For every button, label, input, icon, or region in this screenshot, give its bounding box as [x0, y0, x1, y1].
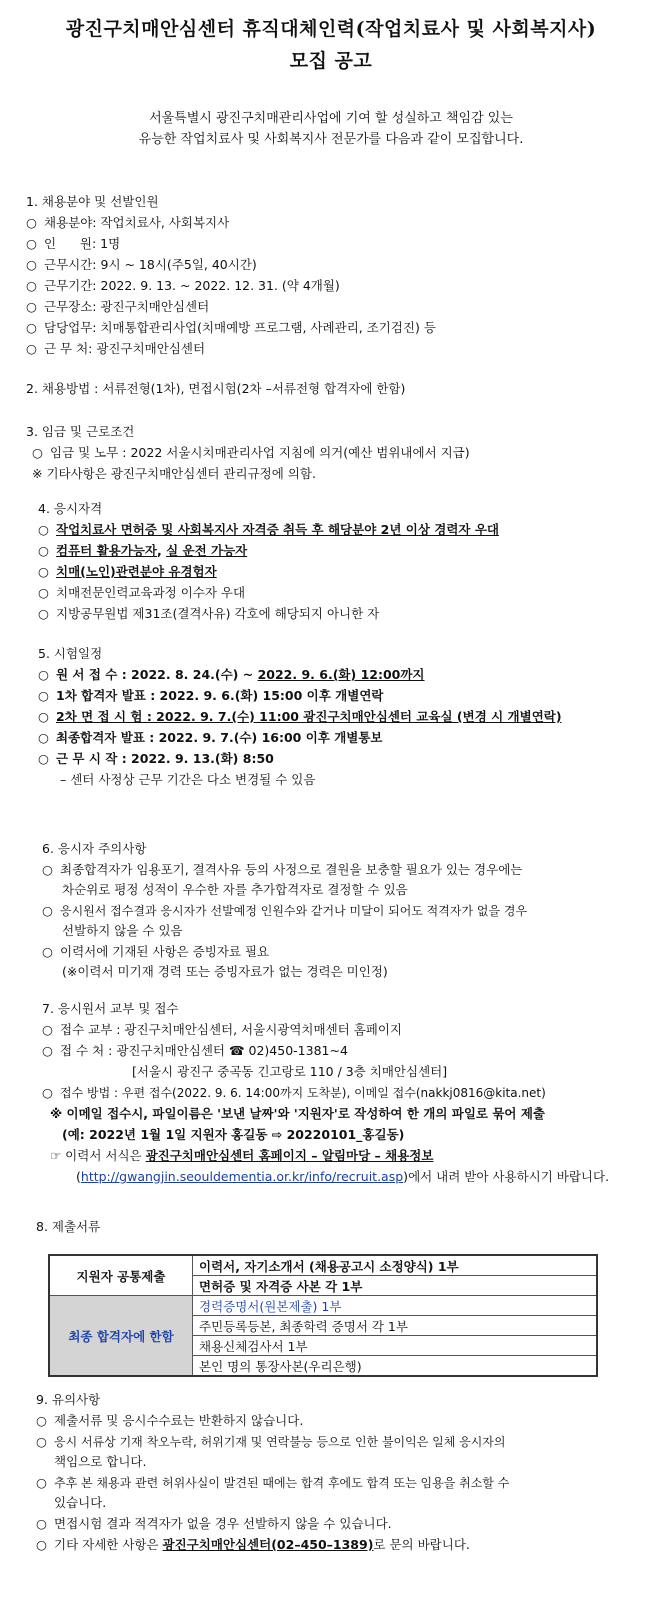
bullet: ○	[36, 1413, 47, 1428]
s9-item3: ○ 추후 본 채용과 관련 허위사실이 발견된 때에는 합격 후에도 합격 또는 임용을 취소할 수	[36, 1475, 510, 1490]
final-doc-item: 채용신체검사서 1부	[193, 1336, 598, 1356]
bullet: ○	[36, 1516, 47, 1531]
bullet: ○	[38, 606, 49, 621]
bullet: ○	[26, 257, 37, 272]
s7-form-info: ☞ 이력서 서식은 광진구치매안심센터 홈페이지 – 알림마당 – 채용정보	[50, 1148, 434, 1163]
s9-item2-cont: 책임으로 합니다.	[54, 1454, 147, 1469]
s5-interview: ○ 2차 면 접 시 험 : 2022. 9. 7.(수) 11:00 광진구치매안심센터 교육실 (변경 시 개별연락)	[38, 709, 562, 724]
s5-start-date: ○ 근 무 시 작 : 2022. 9. 13.(화) 8:50	[38, 751, 274, 766]
s1-item-office: ○ 근 무 처: 광진구치매안심센터	[26, 341, 206, 356]
section5-heading: 5. 시험일정	[38, 646, 103, 661]
recruit-page-link[interactable]: http://gwangjin.seouldementia.or.kr/info/recruit.asp	[80, 1169, 404, 1184]
bullet: ○	[36, 1434, 47, 1449]
s7-email-example: (예: 2022년 1월 1일 지원자 홍길동 ⇨ 20220101_홍길동)	[62, 1127, 405, 1142]
section4-heading: 4. 응시자격	[38, 501, 103, 516]
s9-item4: ○ 면접시험 결과 적격자가 없을 경우 선발하지 않을 수 있습니다.	[36, 1516, 392, 1531]
s6-item1-cont: 차순위로 평정 성적이 우수한 자를 추가합격자로 결정할 수 있음	[62, 882, 408, 897]
bullet: ○	[38, 522, 49, 537]
notice-title-line2: 모집 공고	[289, 50, 373, 72]
s5-application-period: ○ 원 서 접 수 : 2022. 8. 24.(수) ~ 2022. 9. 6.(화) 12:00까지	[38, 667, 425, 682]
section1-heading: 1. 채용분야 및 선발인원	[26, 194, 159, 209]
s9-item5: ○ 기타 자세한 사항은 광진구치매안심센터(02–450–1389)로 문의 바랍니다.	[36, 1537, 470, 1552]
table-row	[49, 1296, 597, 1316]
s4-item-disqualify: ○ 지방공무원법 제31조(결격사유) 각호에 해당되지 아니한 자	[38, 606, 380, 621]
s5-first-result: ○ 1차 합격자 발표 : 2022. 9. 6.(화) 15:00 이후 개별연락	[38, 688, 384, 703]
final-doc-item: 본인 명의 통장사본(우리은행)	[193, 1356, 598, 1377]
s1-item-field: ○ 채용분야: 작업치료사, 사회복지사	[26, 215, 230, 230]
bullet: ○	[32, 445, 43, 460]
section8-heading: 8. 제출서류	[36, 1219, 101, 1234]
s4-item-experience: ○ 치매(노인)관련분야 유경험자	[38, 564, 217, 579]
final-doc-item: 주민등록등본, 최종학력 증명서 각 1부	[193, 1316, 598, 1336]
common-doc-item: 이력서, 자기소개서 (채용공고시 소정양식) 1부	[193, 1255, 598, 1276]
section2-method: 2. 채용방법 : 서류전형(1차), 면접시험(2차 –서류전형 합격자에 한함)	[26, 381, 406, 396]
bullet: ○	[38, 751, 49, 766]
bullet: ○	[42, 1043, 53, 1058]
section7-heading: 7. 응시원서 교부 및 접수	[42, 1001, 179, 1016]
bullet: ○	[26, 299, 37, 314]
section3-heading: 3. 임금 및 근로조건	[26, 424, 135, 439]
s6-item3: ○ 이력서에 기재된 사항은 증빙자료 필요	[42, 944, 270, 959]
bullet: ○	[38, 585, 49, 600]
bullet: ○	[26, 320, 37, 335]
s6-item1: ○ 최종합격자가 임용포기, 결격사유 등의 사정으로 결원을 보충할 필요가 있는 경우에는	[42, 862, 523, 877]
s6-item2: ○ 응시원서 접수결과 응시자가 선발예정 인원수와 같거나 미달이 되어도 적격자가 없을 경우	[42, 903, 528, 918]
s7-address: [서울시 광진구 중곡동 긴고랑로 110 / 3층 치매안심센터]	[132, 1064, 448, 1079]
s4-item-license: ○ 작업치료사 면허증 및 사회복지사 자격증 취득 후 해당분야 2년 이상 경력자 우대	[38, 522, 499, 537]
s1-item-duty: ○ 담당업무: 치매통합관리사업(치매예방 프로그램, 사례관리, 조기검진) 등	[26, 320, 436, 335]
s1-item-period: ○ 근무기간: 2022. 9. 13. ~ 2022. 12. 31. (약 4개월)	[26, 278, 340, 293]
bullet: ○	[42, 903, 53, 918]
s7-method: ○ 접수 방법 : 우편 접수(2022. 9. 6. 14:00까지 도착분), 이메일 접수(nakkj0816@kita.net)	[42, 1085, 546, 1100]
s4-item-training: ○ 치매전문인력교육과정 이수자 우대	[38, 585, 246, 600]
s7-office: ○ 접 수 처 : 광진구치매안심센터 ☎ 02)450-1381~4	[42, 1043, 348, 1058]
s9-item3-cont: 있습니다.	[54, 1495, 107, 1510]
final-doc-item: 경력증명서(원본제출) 1부	[193, 1296, 598, 1316]
bullet: ○	[42, 862, 53, 877]
bullet: ○	[26, 341, 37, 356]
final-docs-label: 최종 합격자에 한함	[49, 1296, 193, 1377]
bullet: ○	[38, 730, 49, 745]
s1-item-headcount: ○ 인 원: 1명	[26, 236, 121, 251]
bullet: ○	[42, 1022, 53, 1037]
s5-final-result: ○ 최종합격자 발표 : 2022. 9. 7.(수) 16:00 이후 개별통보	[38, 730, 383, 745]
s9-item1: ○ 제출서류 및 응시수수료는 반환하지 않습니다.	[36, 1413, 304, 1428]
bullet: ○	[36, 1475, 47, 1490]
s5-note: – 센터 사정상 근무 기간은 다소 변경될 수 있음	[60, 772, 316, 787]
bullet: ○	[36, 1537, 47, 1552]
s1-item-place: ○ 근무장소: 광진구치매안심센터	[26, 299, 210, 314]
s7-form-url-line: (http://gwangjin.seouldementia.or.kr/info/recruit.asp)에서 내려 받아 사용하시기 바랍니다.	[76, 1169, 610, 1184]
bullet: ○	[38, 543, 49, 558]
bullet: ○	[38, 688, 49, 703]
common-doc-item: 면허증 및 자격증 사본 각 1부	[193, 1276, 598, 1296]
bullet: ○	[38, 709, 49, 724]
bullet: ○	[38, 564, 49, 579]
documents-table	[48, 1254, 598, 1377]
notice-title-line1: 광진구치매안심센터 휴직대체인력(작업치료사 및 사회복지사)	[65, 18, 597, 40]
common-docs-label: 지원자 공통제출	[49, 1255, 193, 1296]
s3-item-wage: ○ 임금 및 노무 : 2022 서울시치매관리사업 지침에 의거(예산 범위내에서 지급)	[32, 445, 470, 460]
bullet: ○	[38, 667, 49, 682]
bullet: ○	[26, 236, 37, 251]
s6-item3-note: (※이력서 미기재 경력 또는 증빙자료가 없는 경력은 미인정)	[62, 964, 388, 979]
bullet: ○	[26, 278, 37, 293]
section6-heading: 6. 응시자 주의사항	[42, 841, 147, 856]
table-row	[49, 1255, 597, 1276]
s4-item-computer: ○ 컴퓨터 활용가능자, 실 운전 가능자	[38, 543, 248, 558]
bullet: ○	[42, 1085, 53, 1100]
s7-distribution: ○ 접수 교부 : 광진구치매안심센터, 서울시광역치매센터 홈페이지	[42, 1022, 403, 1037]
s9-item2: ○ 응시 서류상 기재 착오누락, 허위기재 및 연락불능 등으로 인한 불이익은 일체 응시자의	[36, 1434, 506, 1449]
intro-line1: 서울특별시 광진구치매관리사업에 기여 할 성실하고 책임감 있는	[149, 111, 513, 126]
s3-note: ※ 기타사항은 광진구치매안심센터 관리규정에 의함.	[32, 466, 316, 481]
bullet: ○	[42, 944, 53, 959]
s1-item-hours: ○ 근무시간: 9시 ~ 18시(주5일, 40시간)	[26, 257, 257, 272]
bullet: ○	[26, 215, 37, 230]
s7-email-rule: ※ 이메일 접수시, 파일이름은 '보낸 날짜'와 '지원자'로 작성하여 한 개의 파일로 묶어 제출	[50, 1106, 545, 1121]
section9-heading: 9. 유의사항	[36, 1392, 101, 1407]
s6-item2-cont: 선발하지 않을 수 있음	[62, 923, 183, 938]
intro-line2: 유능한 작업치료사 및 사회복지사 전문가를 다음과 같이 모집합니다.	[138, 132, 524, 147]
